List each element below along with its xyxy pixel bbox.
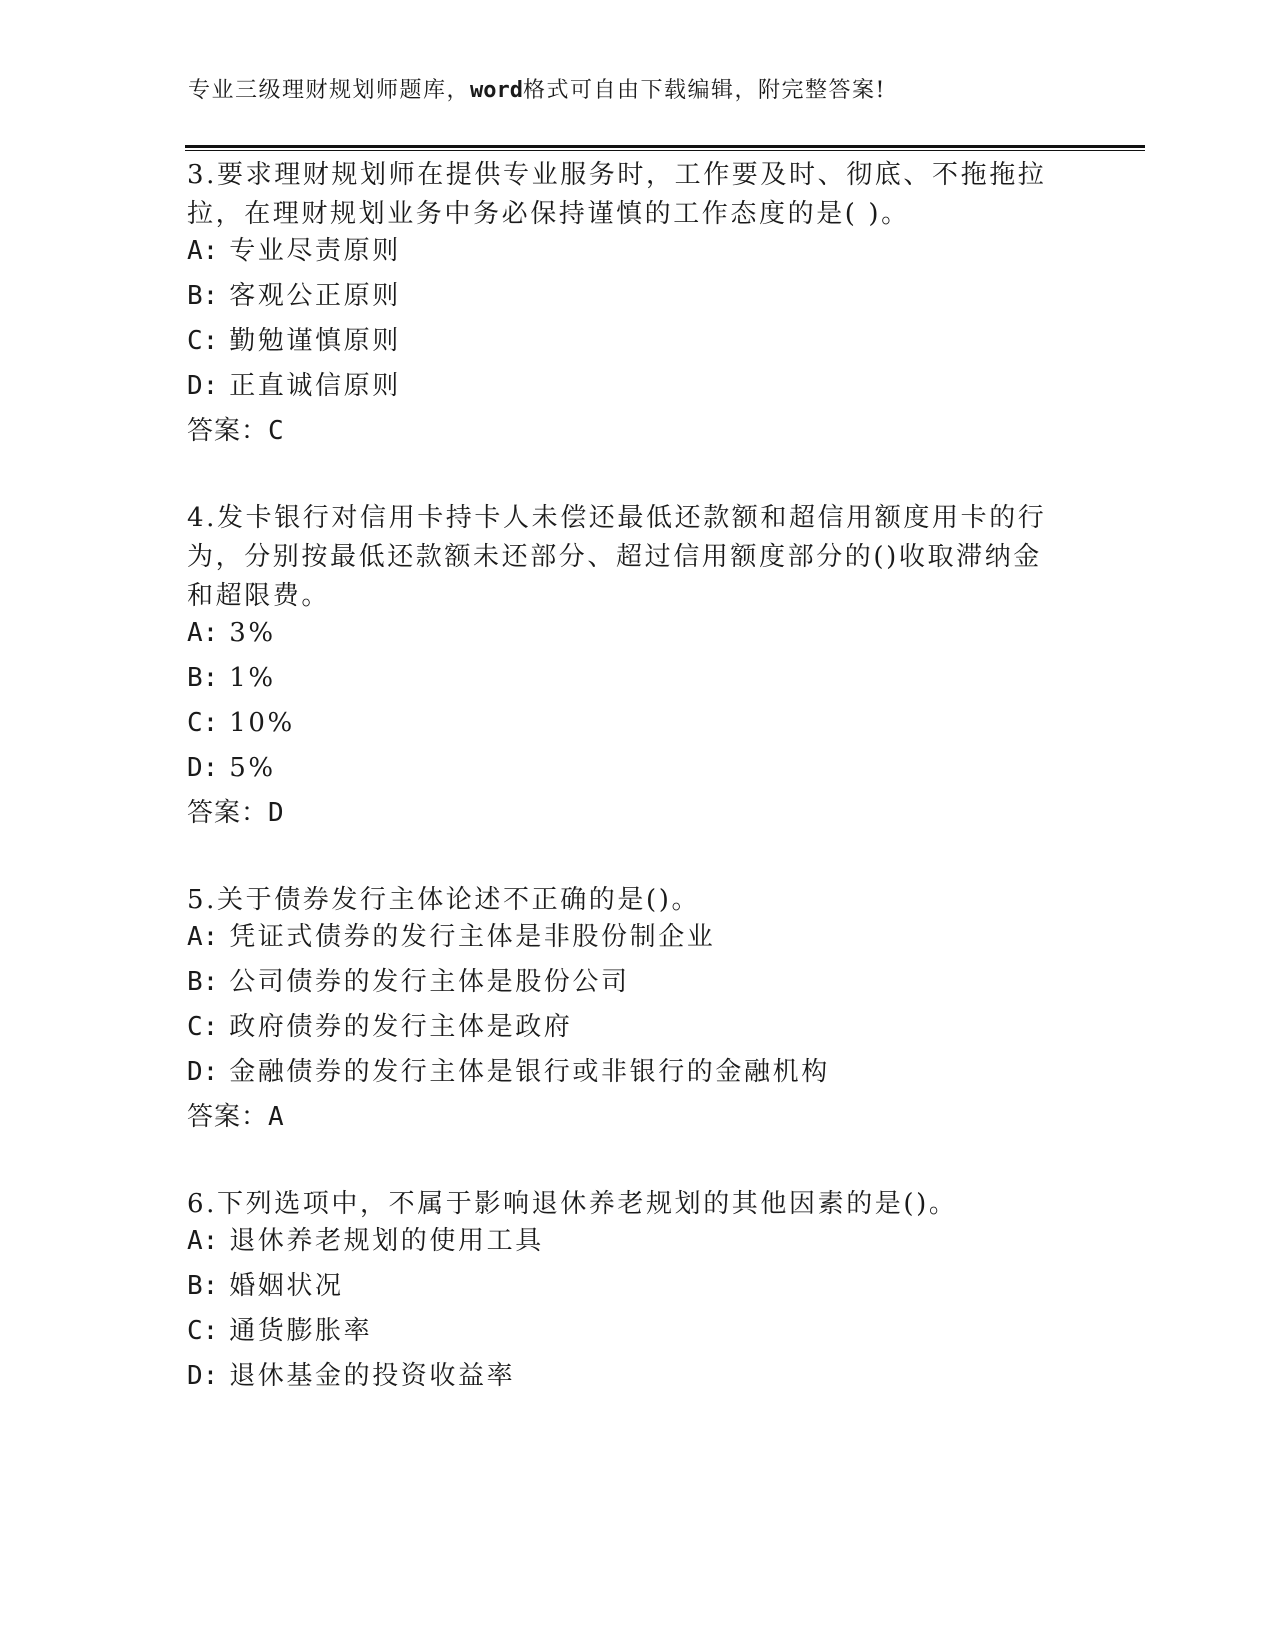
option-key: B:: [187, 967, 219, 997]
answer-label: 答案：: [187, 416, 269, 446]
header-text-before: 专业三级理财规划师题库，: [188, 78, 471, 103]
option-a: [187, 616, 1067, 661]
option-key: D:: [187, 753, 219, 783]
header-divider-thick: [185, 145, 1145, 148]
question-list: [187, 156, 1067, 1404]
option-text: 公司债券的发行主体是股份公司: [229, 967, 630, 997]
option-text: 婚姻状况: [229, 1271, 344, 1301]
header-text-after: 格式可自由下载编辑，附完整答案!: [523, 78, 886, 103]
option-b: [187, 965, 1067, 1010]
answer-value: A: [268, 1102, 285, 1132]
option-c: [187, 706, 1067, 751]
option-text: 勤勉谨慎原则: [229, 326, 401, 356]
option-key: A:: [187, 1226, 219, 1256]
option-key: B:: [187, 1271, 219, 1301]
option-b: [187, 279, 1067, 324]
question-5: [187, 881, 1067, 1145]
option-key: A:: [187, 922, 219, 952]
option-d: [187, 1055, 1067, 1100]
option-key: A:: [187, 618, 219, 648]
option-text: 5%: [229, 753, 276, 783]
option-text: 凭证式债券的发行主体是非股份制企业: [229, 922, 716, 952]
answer-label: 答案：: [187, 798, 269, 828]
option-b: [187, 661, 1067, 706]
option-key: C:: [187, 326, 219, 356]
option-key: B:: [187, 663, 219, 693]
question-stem: 6.下列选项中，不属于影响退休养老规划的其他因素的是()。: [187, 1189, 958, 1219]
spacer: [187, 1145, 1067, 1185]
answer-line: [187, 796, 1067, 841]
option-text: 政府债券的发行主体是政府: [229, 1012, 573, 1042]
option-text: 通货膨胀率: [229, 1316, 373, 1346]
option-d: [187, 751, 1067, 796]
answer-value: D: [268, 798, 285, 828]
option-key: C:: [187, 1316, 219, 1346]
option-text: 3%: [229, 618, 276, 648]
option-d: [187, 369, 1067, 414]
option-text: 正直诚信原则: [229, 371, 401, 401]
option-a: [187, 920, 1067, 965]
page-header: [188, 74, 886, 108]
option-key: D:: [187, 371, 219, 401]
option-key: D:: [187, 1057, 219, 1087]
option-key: C:: [187, 708, 219, 738]
option-key: D:: [187, 1361, 219, 1391]
answer-label: 答案：: [187, 1102, 269, 1132]
question-3: [187, 156, 1067, 459]
option-a: [187, 1224, 1067, 1269]
question-stem: 5.关于债券发行主体论述不正确的是()。: [187, 885, 701, 915]
option-c: [187, 1010, 1067, 1055]
option-a: [187, 234, 1067, 279]
header-text-word: word: [470, 78, 523, 103]
answer-line: [187, 414, 1067, 459]
spacer: [187, 459, 1067, 499]
answer-line: [187, 1100, 1067, 1145]
option-b: [187, 1269, 1067, 1314]
option-key: A:: [187, 236, 219, 266]
spacer: [187, 841, 1067, 881]
option-text: 1%: [229, 663, 276, 693]
option-text: 退休基金的投资收益率: [229, 1361, 516, 1391]
question-4: [187, 499, 1067, 841]
question-stem: 4.发卡银行对信用卡持卡人未偿还最低还款额和超信用额度用卡的行为，分别按最低还款额未还部分、超过信用额度部分的()收取滞纳金和超限费。: [187, 503, 1047, 611]
answer-value: C: [268, 416, 285, 446]
question-6: [187, 1185, 1067, 1404]
option-text: 退休养老规划的使用工具: [229, 1226, 544, 1256]
question-stem: 3.要求理财规划师在提供专业服务时，工作要及时、彻底、不拖拖拉拉，在理财规划业务中务必保持谨慎的工作态度的是( )。: [187, 160, 1047, 229]
option-key: B:: [187, 281, 219, 311]
header-divider-thin: [185, 150, 1145, 151]
option-c: [187, 1314, 1067, 1359]
option-text: 专业尽责原则: [229, 236, 401, 266]
option-key: C:: [187, 1012, 219, 1042]
option-c: [187, 324, 1067, 369]
option-text: 客观公正原则: [229, 281, 401, 311]
option-text: 金融债券的发行主体是银行或非银行的金融机构: [229, 1057, 830, 1087]
option-text: 10%: [229, 708, 295, 738]
option-d: [187, 1359, 1067, 1404]
